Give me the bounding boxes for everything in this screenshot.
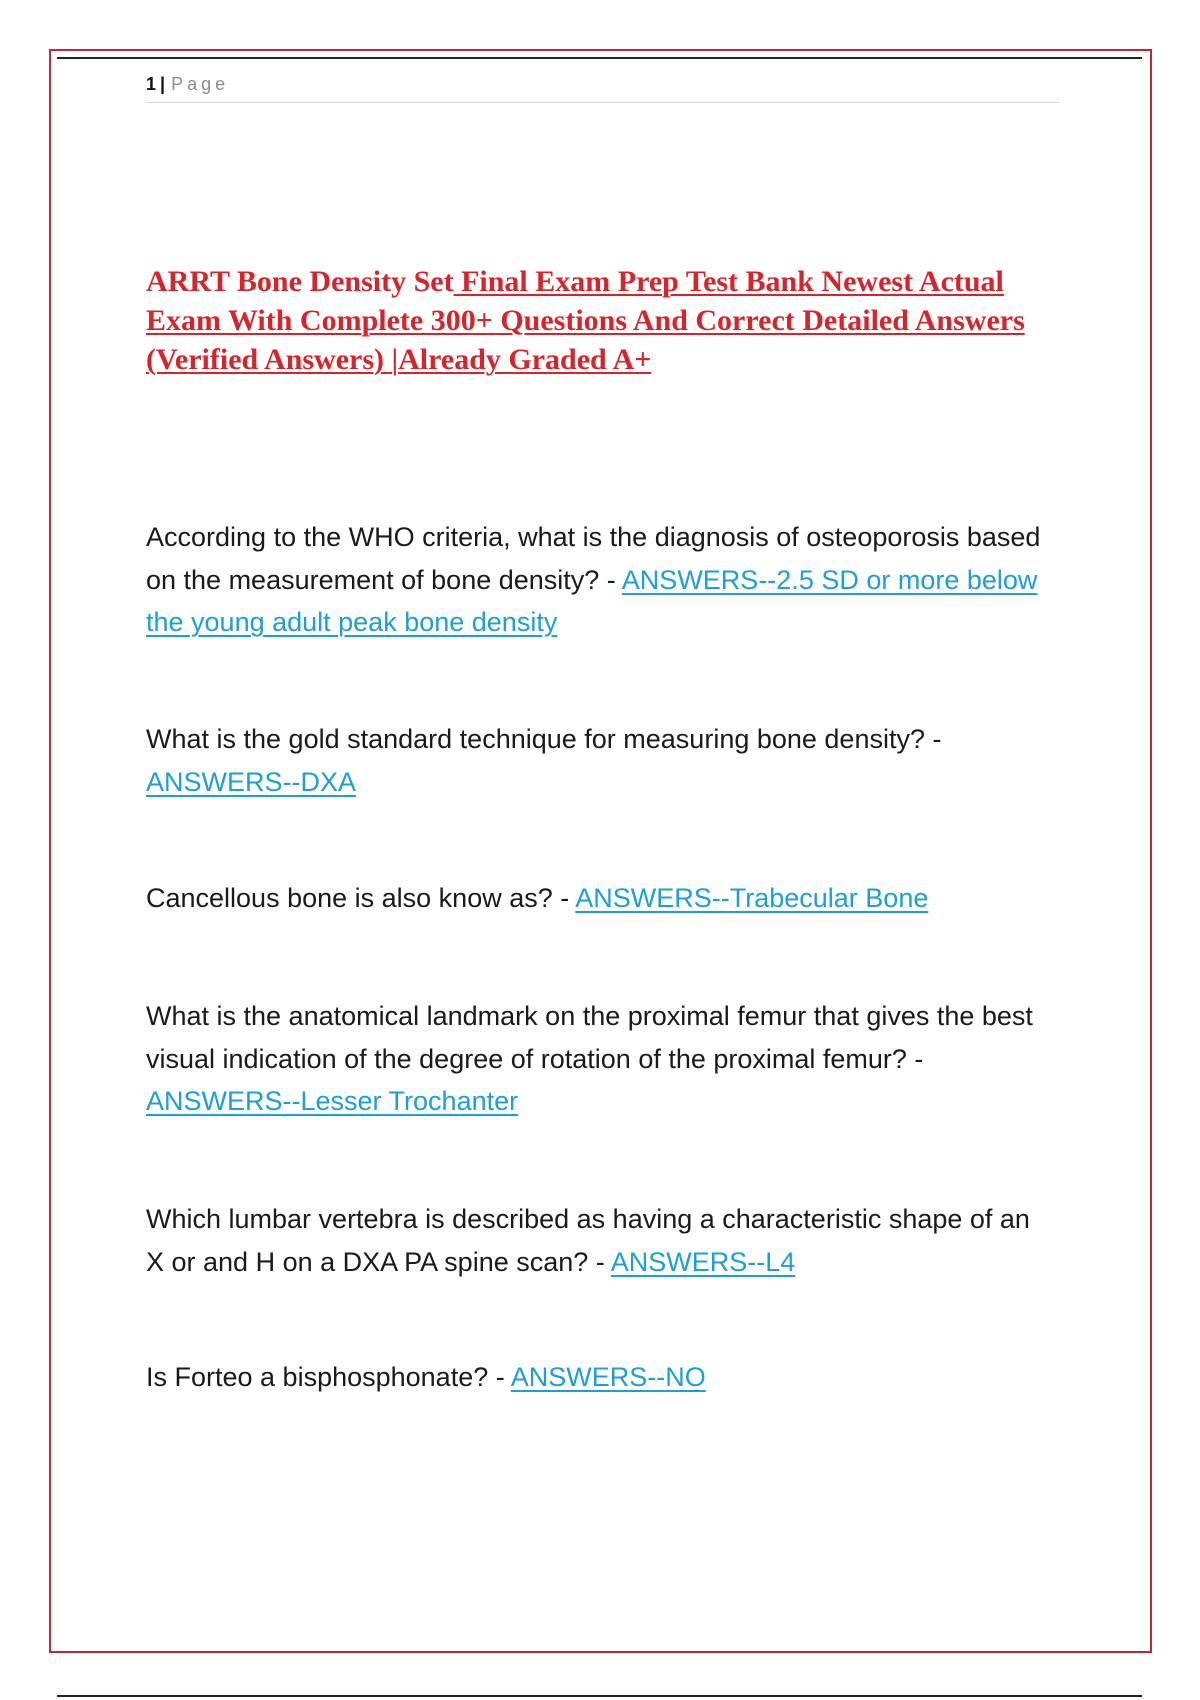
- question-text: Cancellous bone is also know as? -: [146, 883, 576, 913]
- qa-item: [146, 718, 1046, 803]
- qa-item: [146, 516, 1046, 644]
- qa-item: [146, 1356, 1046, 1399]
- top-rule: [57, 57, 1142, 59]
- page-number: 1: [146, 74, 157, 94]
- page-separator: |: [160, 74, 166, 94]
- qa-item: [146, 877, 1046, 920]
- answer-link[interactable]: ANSWERS--L4: [610, 1246, 796, 1277]
- question-text: Is Forteo a bisphosphonate? -: [146, 1362, 511, 1392]
- title-part-1: ARRT Bone Density Set: [146, 265, 454, 298]
- answer-link[interactable]: ANSWERS--NO: [510, 1362, 706, 1392]
- question-text: According to the WHO criteria, what is the diagnosis of osteoporosis based on the measurement of bone density? -: [146, 522, 1041, 595]
- answer-link[interactable]: ANSWERS--Lesser Trochanter: [146, 1086, 519, 1116]
- answer-link[interactable]: ANSWERS--2.5 SD or more below the young adult peak bone density: [146, 564, 1038, 637]
- question-text: What is the gold standard technique for measuring bone density? -: [146, 724, 942, 754]
- title-part-2: Final Exam Prep Test Bank Newest Actual Exam With Complete 300+ Questions And Correct Detailed Answers (Verified Answers) |Already Graded A+: [146, 265, 1025, 376]
- answer-link[interactable]: ANSWERS--DXA: [146, 766, 357, 797]
- question-text: Which lumbar vertebra is described as having a characteristic shape of an X or and H on a DXA PA spine scan? -: [146, 1204, 1030, 1277]
- qa-item: [146, 995, 1046, 1123]
- page-header: [146, 72, 1060, 103]
- question-text: What is the anatomical landmark on the proximal femur that gives the best visual indication of the degree of rotation of the proximal femur? -: [146, 1001, 1033, 1074]
- qa-item: [146, 1198, 1046, 1283]
- answer-link[interactable]: ANSWERS--Trabecular Bone: [575, 883, 929, 913]
- page-label: Page: [171, 74, 230, 94]
- bottom-rule: [57, 1695, 1142, 1697]
- document-title: [146, 262, 1046, 379]
